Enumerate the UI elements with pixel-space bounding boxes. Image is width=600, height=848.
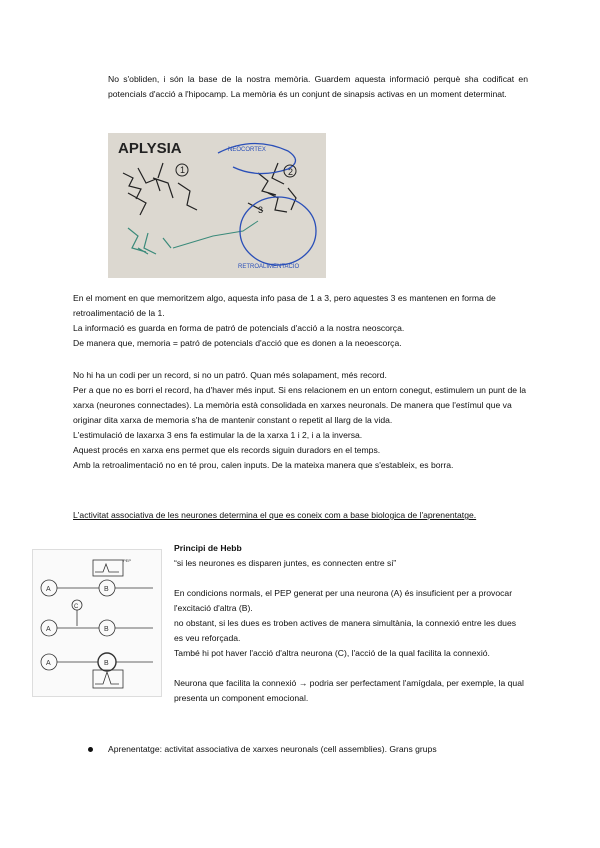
text-line: En el moment en que memoritzem algo, aquesta info pasa de 1 a 3, pero aquestes 3 es mantenen en forma de retroalimentació de la 1. [73,293,496,318]
text-line: De manera que, memoria = patró de potencials d'acció que es donen a la neoescorça. [73,338,402,348]
hebb-paragraph: no obstant, si les dues es troben actives de manera simultània, la connexió entre les dues es veu reforçada. [174,618,517,643]
text-line: La informació es guarda en forma de patró de potencials d'acció a la nostra neoscorça. [73,323,405,333]
diagram-label-b: B [104,586,109,593]
board-num-3: 3 [258,205,264,215]
hebb-paragraph: En condicions normals, el PEP generat per una neurona (A) és insuficient per a provocar l'excitació d'altra (B). [174,588,513,613]
intro-paragraph: No s'obliden, i són la base de la nostra memòria. Guardem aquesta informació perquè sha codificat en potencials d'acció a l'hipocamp. La memòria és un conjunt de sinapsis activas en un moment determinat. [108,74,528,99]
board-label-top: NEOCORTEX [228,147,266,153]
hebb-diagram-svg [33,550,161,696]
board-num-1: 1 [180,165,186,175]
hebb-paragraph: També hi pot haver l'acció d'altra neurona (C), l'acció de la qual facilita la connexió. [174,648,490,658]
diagram-pep-label: PEP [123,558,132,563]
diagram-label-c: C [74,604,79,610]
bullet-dot-icon [88,747,93,752]
text-line: Aquest procés en xarxa ens permet que els records siguin duradors en el temps. [73,445,381,455]
board-num-2: 2 [288,167,294,177]
hebb-quote: “si les neurones es disparen juntes, es connecten entre si” [174,558,397,568]
hebb-title: Principi de Hebb [174,543,242,553]
hebb-paragraph: Neurona que facilita la connexió → podria ser perfectament l'amígdala, per exemple, la qual presenta un component emocional. [174,678,524,703]
hebb-section [174,541,524,706]
text-line: L'estimulació de laxarxa 3 ens fa estimular la de la xarxa 1 i 2, i a la inversa. [73,430,363,440]
whiteboard-drawing [108,133,326,278]
diagram-label-a: A [46,626,51,633]
diagram-label-a: A [46,660,51,667]
text-line: No hi ha un codi per un record, si no un patró. Quan més solapament, més record. [73,370,387,380]
diagram-label-a: A [46,586,51,593]
paragraph-block-1 [73,291,533,351]
text-line: Per a que no es borri el record, ha d'haver més input. Si ens relacionem en un entorn conegut, estimulem un punt de la xarxa (neurones connectades). La memòria està consolidada en xarxes neuronals. De manera que l'estímul que va originar dita xarxa de memoria s'ha de mantenir constant o repetit al llarg de la vida. [73,385,527,425]
section-heading: L'activitat associativa de les neurones determina el que es coneix com a base biologica de l'aprenentatge. [73,510,477,520]
board-label-bottom: RETROALIMENTACIO [238,264,300,270]
board-title: APLYSIA [118,140,182,157]
whiteboard-photo [108,133,326,278]
hebb-diagram [32,549,162,697]
bullet-item: Aprenentatge: activitat associativa de xarxes neuronals (cell assemblies). Grans grups [108,744,437,754]
diagram-label-b: B [104,660,109,667]
diagram-label-b: B [104,626,109,633]
paragraph-block-2 [73,368,533,473]
text-line: Amb la retroalimentació no en té prou, calen inputs. De la mateixa manera que s'estableix, es borra. [73,460,454,470]
